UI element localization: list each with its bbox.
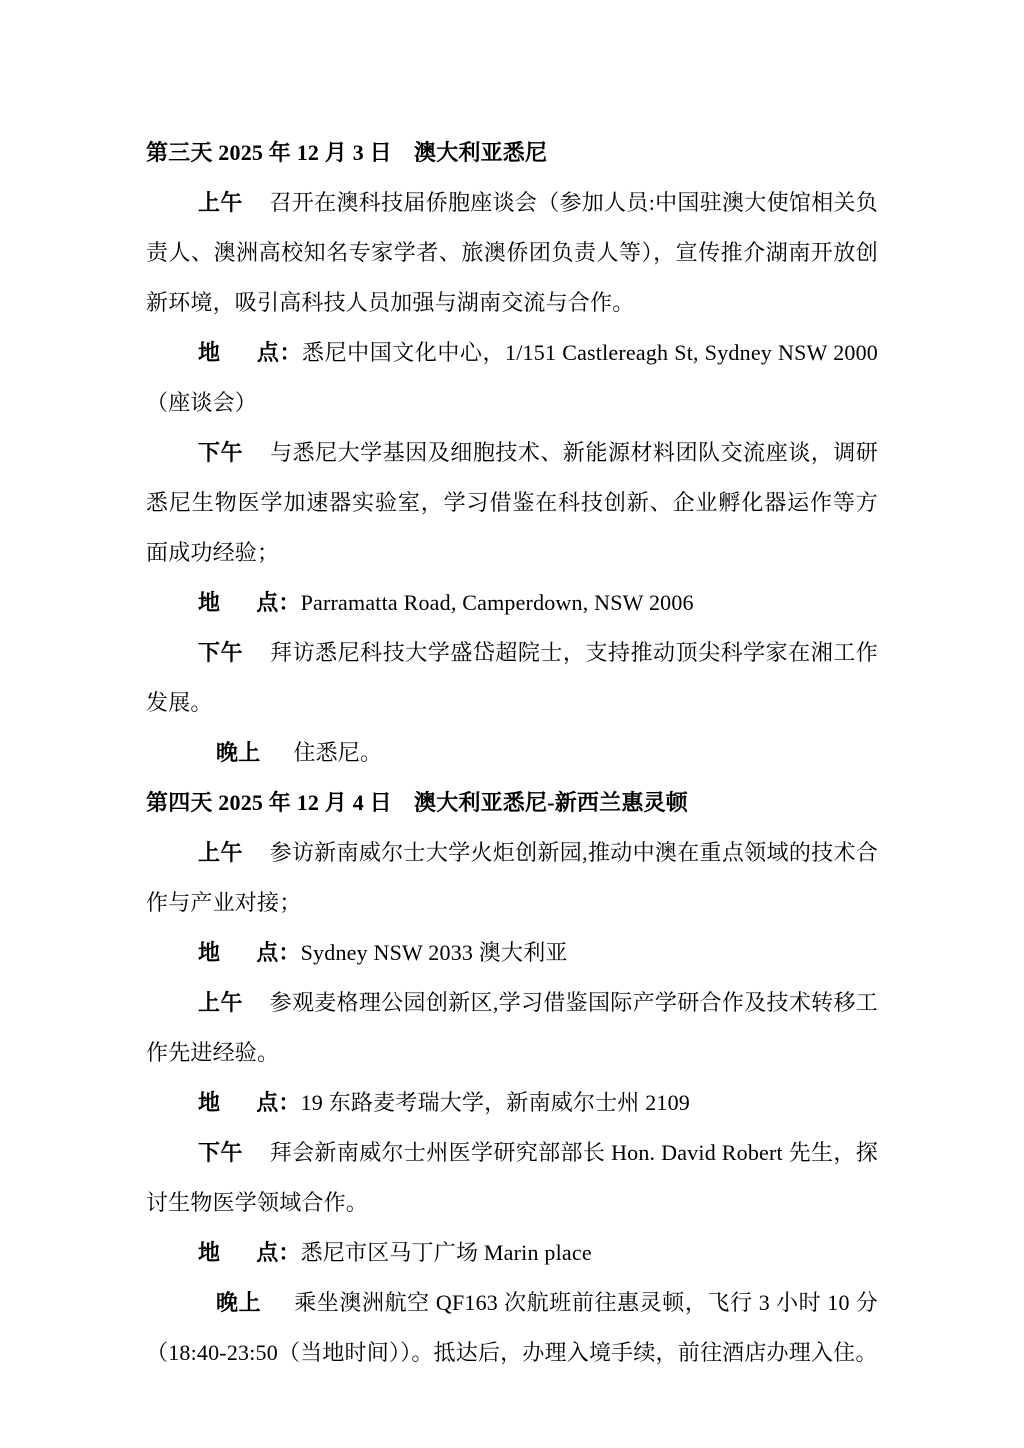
location-text: 悉尼市区马丁广场 Marin place [300,1240,592,1265]
location-label-right: 点： [256,340,303,365]
time-label: 下午 [198,640,244,665]
location-label [198,1240,301,1265]
schedule-entry-afternoon [146,428,878,578]
location-label [198,340,302,365]
location-entry [146,1078,878,1128]
location-entry [146,328,878,428]
time-label: 下午 [198,1140,243,1165]
location-label-left: 地 [198,1240,221,1265]
location-text: Sydney NSW 2033 澳大利亚 [300,940,568,965]
entry-text: 参访新南威尔士大学火炬创新园,推动中澳在重点领域的技术合作与产业对接； [146,840,878,915]
location-label [198,590,301,615]
location-entry [146,1228,878,1278]
location-entry [146,578,878,628]
entry-text: 参观麦格理公园创新区,学习借鉴国际产学研合作及技术转移工作先进经验。 [146,990,878,1065]
entry-text: 拜访悉尼科技大学盛岱超院士，支持推动顶尖科学家在湘工作发展。 [146,640,878,715]
location-entry [146,928,878,978]
time-label: 晚上 [216,1290,262,1315]
day-header-day4: 第四天 2025 年 12 月 4 日 澳大利亚悉尼-新西兰惠灵顿 [146,790,688,815]
time-label: 上午 [198,190,243,215]
entry-text: 召开在澳科技届侨胞座谈会（参加人员:中国驻澳大使馆相关负责人、澳洲高校知名专家学者、旅澳侨团负责人等），宣传推介湖南开放创新环境，吸引高科技人员加强与湖南交流与合作。 [146,190,879,315]
location-label [198,1090,301,1115]
location-label-right: 点： [256,940,301,965]
time-label: 上午 [198,990,243,1015]
location-label-right: 点： [256,1240,301,1265]
entry-text: 与悉尼大学基因及细胞技术、新能源材料团队交流座谈，调研悉尼生物医学加速器实验室，学习借鉴在科技创新、企业孵化器运作等方面成功经验； [146,440,878,565]
time-label: 上午 [198,840,243,865]
schedule-entry-morning [146,828,878,928]
entry-text: 拜会新南威尔士州医学研究部部长 Hon. David Robert 先生，探讨生物医学领域合作。 [146,1140,878,1215]
entry-text: 乘坐澳洲航空 QF163 次航班前往惠灵顿，飞行 3 小时 10 分（18:40-23:50（当地时间））。抵达后，办理入境手续，前往酒店办理入住。 [146,1290,878,1365]
time-label: 晚上 [216,740,261,765]
schedule-entry-afternoon [146,628,878,728]
location-label-left: 地 [198,590,221,615]
location-text: Parramatta Road, Camperdown, NSW 2006 [300,590,694,615]
location-label-left: 地 [198,1090,221,1115]
location-label-right: 点： [256,590,301,615]
time-label: 下午 [198,440,244,465]
day-header-day3: 第三天 2025 年 12 月 3 日 澳大利亚悉尼 [146,140,548,165]
location-label-left: 地 [198,340,221,365]
entry-text: 住悉尼。 [293,740,383,765]
schedule-entry-morning [146,978,878,1078]
location-label-right: 点： [256,1090,301,1115]
schedule-entry-afternoon [146,1128,878,1228]
location-label [198,940,301,965]
schedule-entry-evening [146,728,878,778]
schedule-entry-morning [146,178,878,328]
location-text: 悉尼中国文化中心，1/151 Castlereagh St, Sydney NSW 2000（座谈会） [146,340,878,415]
schedule-entry-evening [146,1278,878,1378]
location-text: 19 东路麦考瑞大学，新南威尔士州 2109 [300,1090,691,1115]
location-label-left: 地 [198,940,221,965]
